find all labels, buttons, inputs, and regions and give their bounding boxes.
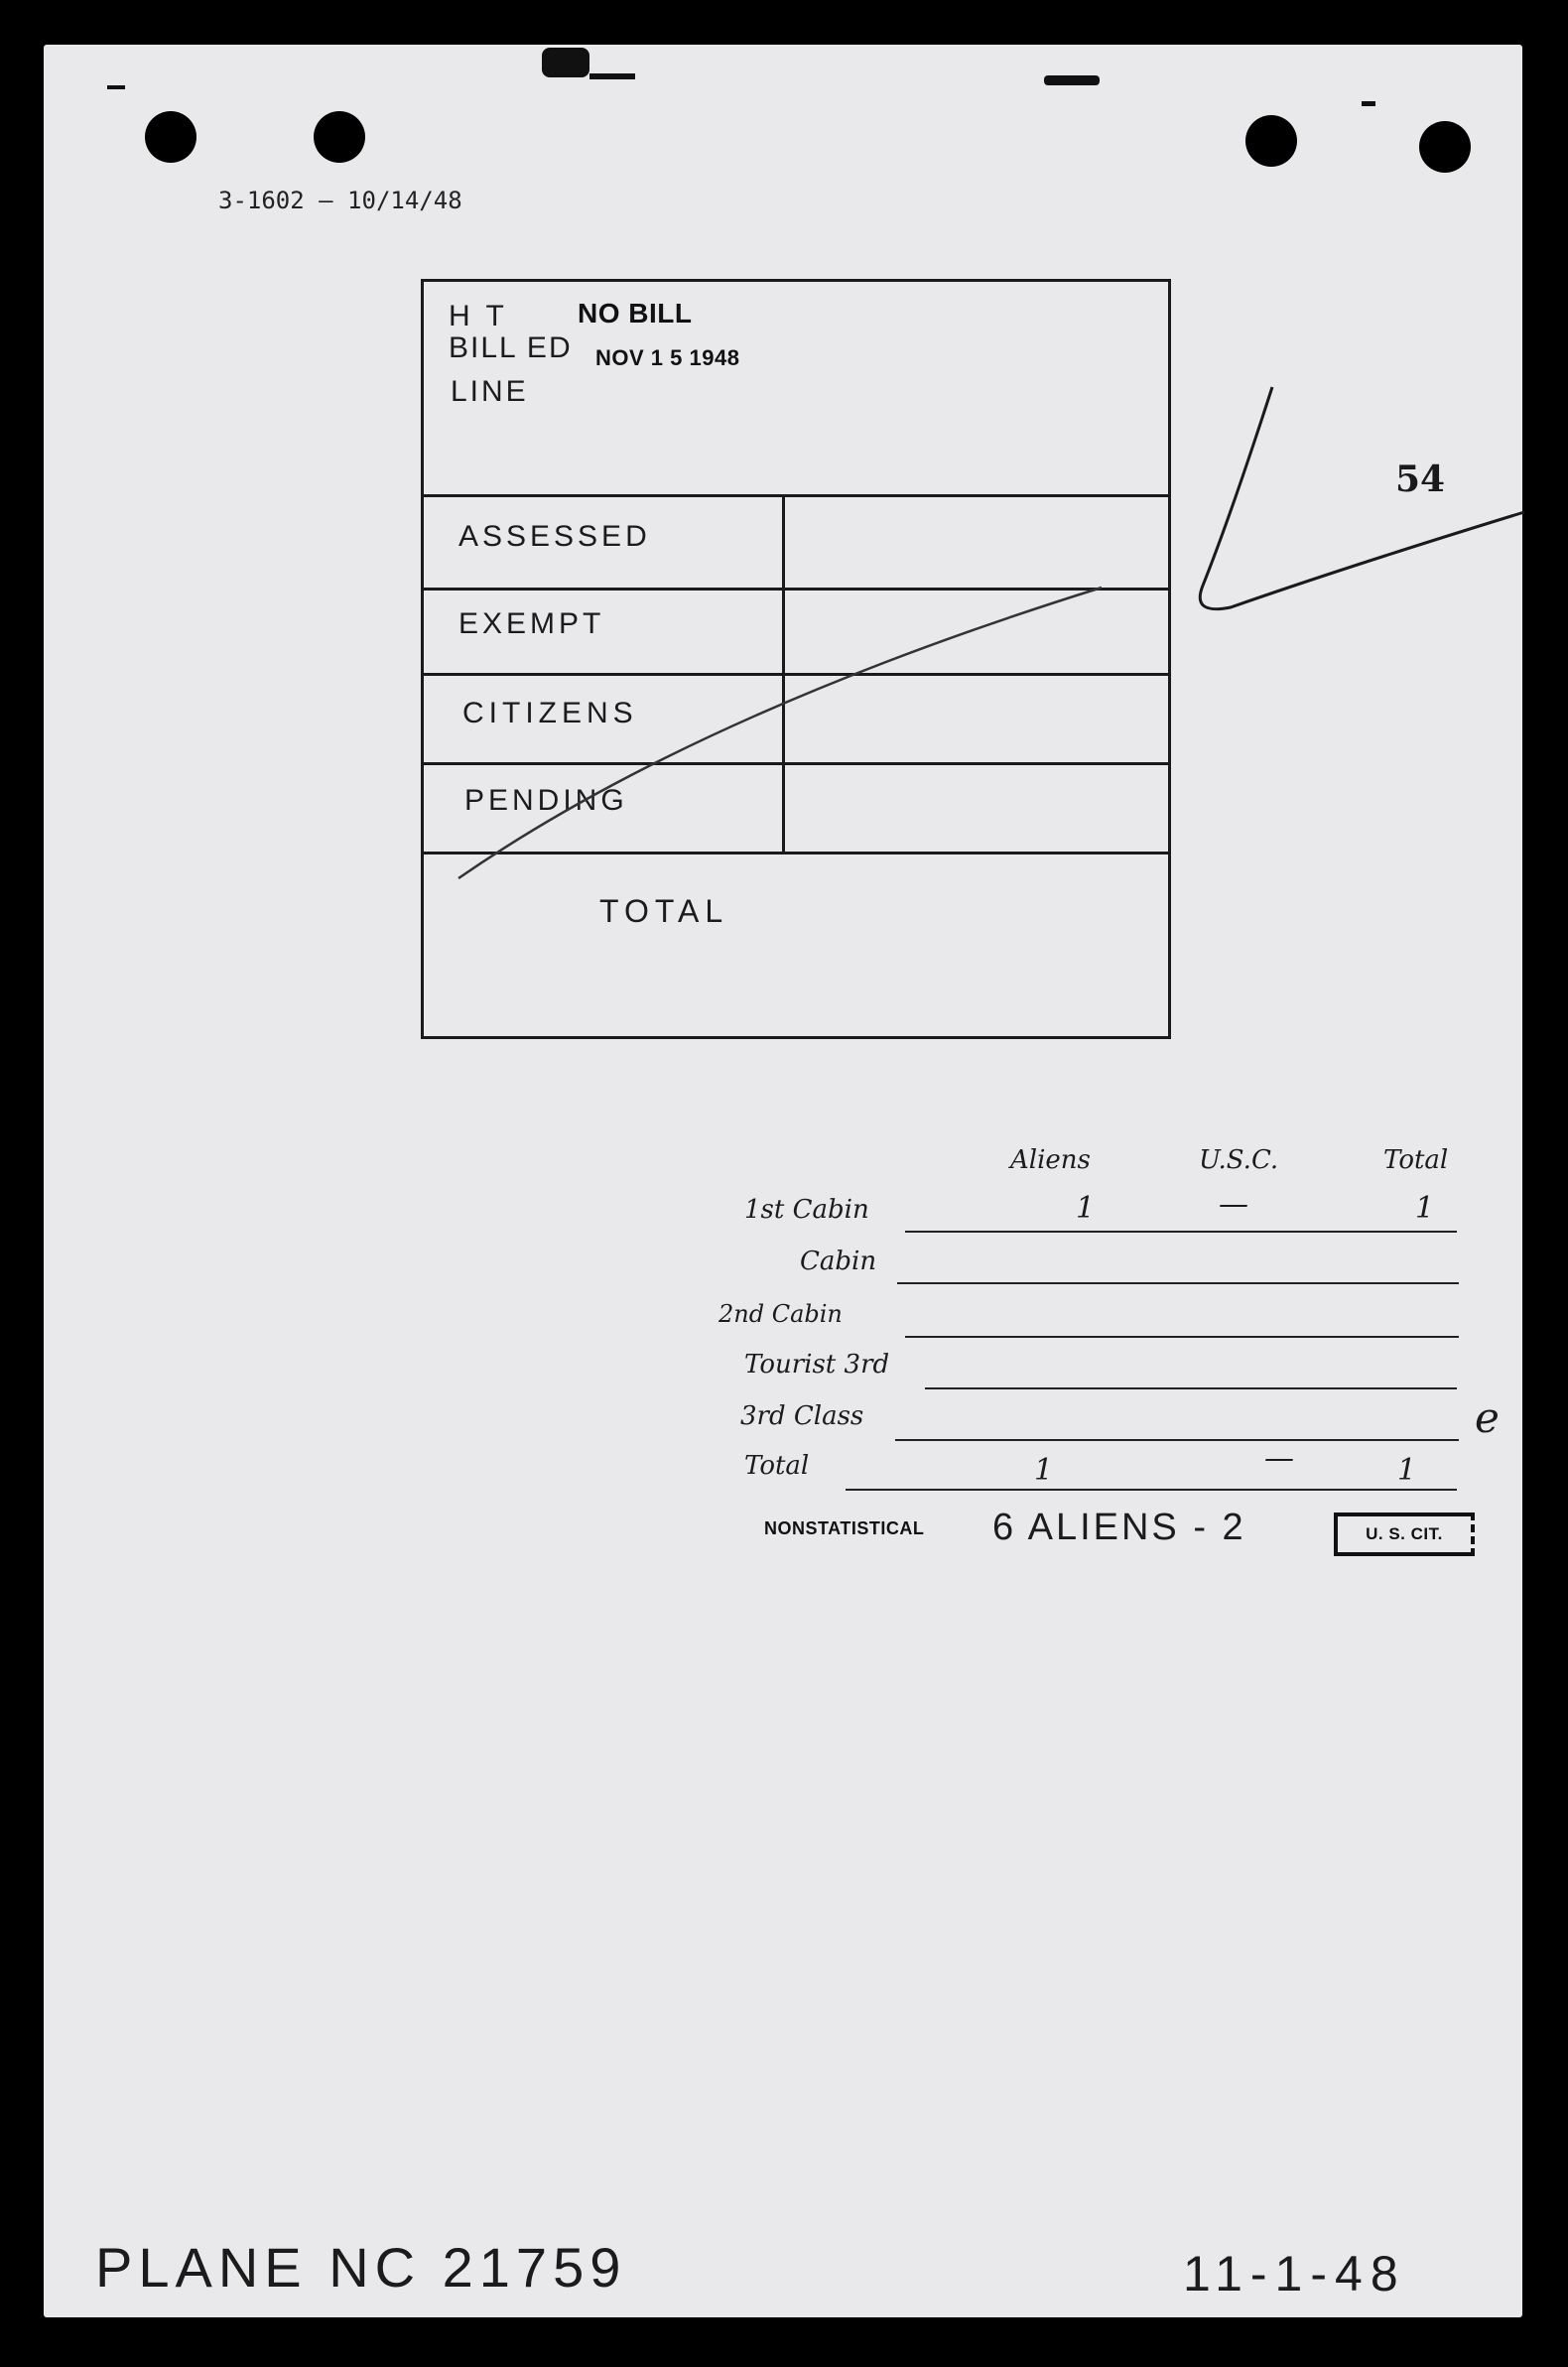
row-label-1st-cabin: 1st Cabin	[744, 1195, 869, 1225]
fill-line	[925, 1387, 1457, 1389]
footer-date: 11-1-48	[1183, 2246, 1406, 2301]
fill-line	[846, 1489, 1457, 1491]
date-stamp: NOV 1 5 1948	[595, 345, 740, 370]
margin-mark: e	[1475, 1393, 1500, 1442]
cell-1st-cabin-usc: —	[1219, 1187, 1248, 1222]
cell-total-aliens: 1	[1034, 1453, 1054, 1488]
column-header-total: Total	[1383, 1145, 1449, 1175]
row-label-cabin: Cabin	[800, 1247, 877, 1276]
cell-1st-cabin-total: 1	[1415, 1191, 1435, 1226]
row-label-3rd-class: 3rd Class	[740, 1401, 864, 1431]
fill-line	[897, 1282, 1459, 1284]
us-cit-stamp: U. S. CIT.	[1334, 1512, 1475, 1556]
row-label-tourist-3rd: Tourist 3rd	[744, 1350, 890, 1380]
fill-line	[905, 1231, 1457, 1233]
fill-line	[905, 1336, 1459, 1338]
form-line-billed: BILL ED	[449, 331, 573, 364]
column-header-aliens: Aliens	[1010, 1145, 1091, 1175]
nonstatistical-stamp: NONSTATISTICAL	[764, 1518, 925, 1538]
file-reference: 3-1602 — 10/14/48	[218, 187, 462, 214]
plane-identifier: PLANE NC 21759	[95, 2236, 627, 2299]
row-label-assessed: ASSESSED	[458, 520, 651, 553]
no-bill-stamp: NO BILL	[578, 298, 693, 329]
row-label-pending: PENDING	[464, 784, 628, 817]
nonstatistical-value: 6 ALIENS - 2	[992, 1507, 1246, 1548]
cell-total-usc: —	[1264, 1441, 1294, 1476]
cell-1st-cabin-aliens: 1	[1076, 1191, 1096, 1226]
form-line-ht: H T	[449, 300, 508, 332]
form-total-label: TOTAL	[599, 893, 729, 929]
row-label-2nd-cabin: 2nd Cabin	[719, 1300, 843, 1328]
row-label-citizens: CITIZENS	[462, 697, 638, 729]
check-mark	[1200, 387, 1524, 609]
fill-line	[895, 1439, 1459, 1441]
row-label-exempt: EXEMPT	[458, 607, 605, 640]
form-line-line: LINE	[451, 375, 529, 408]
page-number: 54	[1395, 459, 1446, 500]
column-header-usc: U.S.C.	[1199, 1145, 1279, 1175]
cell-total-total: 1	[1397, 1453, 1417, 1488]
row-label-total: Total	[744, 1451, 810, 1481]
cross-out-stroke	[458, 588, 1102, 878]
